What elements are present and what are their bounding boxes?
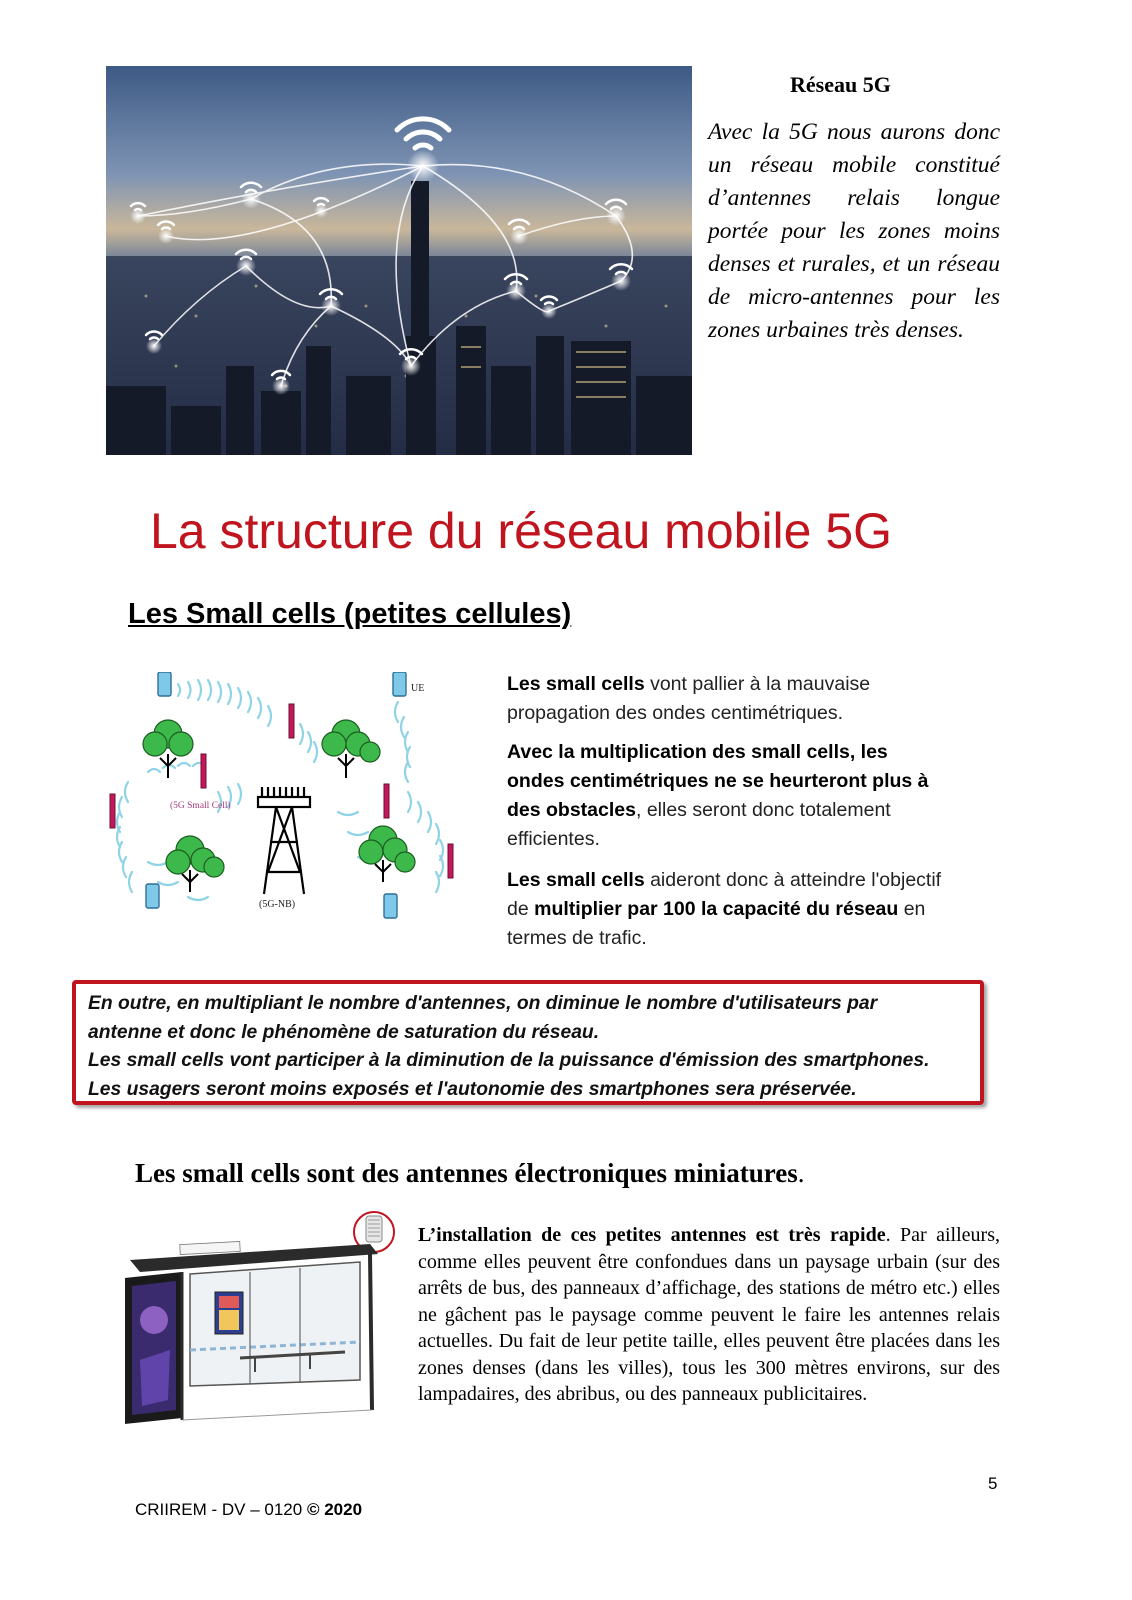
copyright-symbol: © xyxy=(306,1500,320,1519)
notice-line: antenne et donc le phénomène de saturation du réseau. xyxy=(88,1021,600,1043)
installation-bold: L’installation de ces petites antennes est très rapide xyxy=(418,1224,886,1246)
installation-rest: . Par ailleurs, comme elles peuvent être confondues dans un paysage urbain (sur des arrêts de bus, des panneaux d’affichage, des stations de métro etc.) elles ne gâchent pas le paysage comme peuvent le faire les antennes relais actuelles. Du fait de leur petite taille, elles peuvent être placées dans les zones denses (dans les villes), tous les 300 mètres environs, sur des lampadaires, des abribus, ou des panneaux publicitaires. xyxy=(418,1224,1000,1405)
intro-title: Réseau 5G xyxy=(790,72,891,97)
para3-text2: en termes de trafic. xyxy=(507,898,926,949)
small-cell-label: (5G Small Cell) xyxy=(170,801,231,811)
small-cells-heading-text: Les small cells sont des antennes électroniques miniatures xyxy=(135,1158,798,1188)
footer-prefix: CRIIREM - DV – 0120 xyxy=(135,1500,307,1519)
installation-text xyxy=(418,1222,1000,1408)
notice-line: Les small cells vont participer à la diminution de la puissance d'émission des smartphones. xyxy=(88,1050,930,1071)
para3-bold1: Les small cells xyxy=(507,869,645,891)
paragraph-capacity xyxy=(507,866,947,953)
para1-bold: Les small cells xyxy=(507,673,645,695)
ue-label: UE xyxy=(411,683,425,694)
base-station-label: (5G-NB) xyxy=(259,899,296,910)
bus-shelter-image xyxy=(120,1210,398,1434)
city-network-photo xyxy=(106,66,692,455)
page-number: 5 xyxy=(988,1474,998,1493)
small-cells-heading-dot: . xyxy=(797,1158,805,1188)
paragraph-multiplication xyxy=(507,738,947,854)
small-cells-diagram xyxy=(108,672,478,942)
para2-bold: Avec la multiplication des small cells, les ondes centimétriques ne se heurteront plus à des obstacles xyxy=(507,741,929,821)
slide-title: La structure du réseau mobile 5G xyxy=(150,503,893,559)
para3-bold2: multiplier par 100 la capacité du réseau xyxy=(534,898,899,920)
para3-text1: aideront donc à atteindre l'objectif de xyxy=(507,869,942,920)
slide-subtitle: Les Small cells (petites cellules) xyxy=(128,598,572,630)
notice-line: En outre, en multipliant le nombre d'antennes, on diminue le nombre d'utilisateurs par xyxy=(88,993,878,1014)
notice-box xyxy=(72,980,984,1105)
para2-text: , elles seront donc totalement efficientes. xyxy=(507,799,891,850)
small-cells-heading xyxy=(135,1158,805,1189)
notice-line: Les usagers seront moins exposés et l'autonomie des smartphones sera préservée. xyxy=(88,1078,857,1100)
footer-year: 2020 xyxy=(324,1500,363,1519)
intro-text: Avec la 5G nous aurons donc un réseau mobile constitué d’antennes relais longue portée pour les zones moins denses et rurales, et un réseau de micro-antennes pour les zones urbaines très denses. xyxy=(708,119,1000,343)
para1-text: vont pallier à la mauvaise propagation des ondes centimétriques. xyxy=(507,673,871,724)
paragraph-small-cells-propagation xyxy=(507,670,947,728)
footer xyxy=(135,1500,362,1520)
